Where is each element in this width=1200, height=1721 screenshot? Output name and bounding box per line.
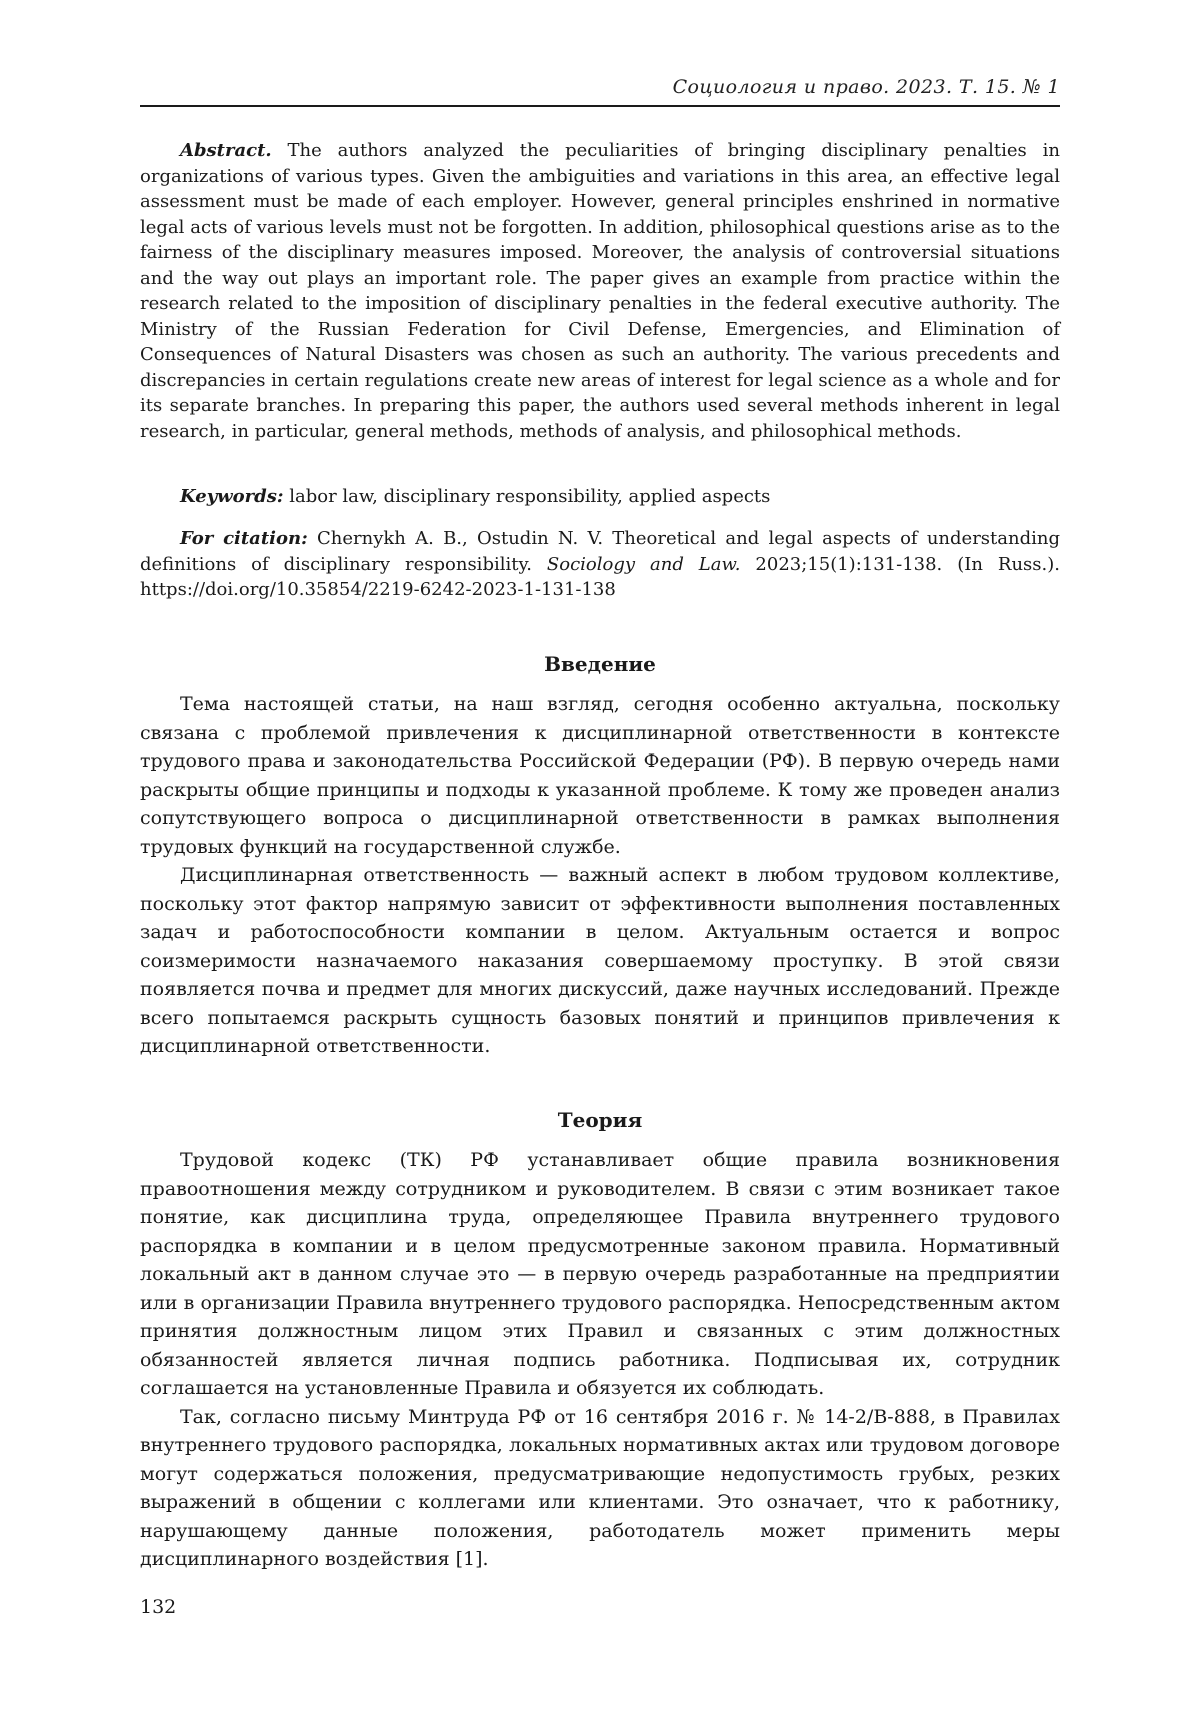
abstract xyxy=(140,138,1060,444)
abstract-label: Abstract. xyxy=(180,140,272,161)
citation-authors-title: Chernykh A. B., Ostudin N. V. Theoretical and legal aspects of understanding definitions of disciplinary responsibility. xyxy=(140,528,1060,575)
page-number: 132 xyxy=(140,1596,177,1618)
citation-details: 2023;15(1):131-138. (In Russ.). https://doi.org/10.35854/2219-6242-2023-1-131-138 xyxy=(140,553,1060,600)
citation-label: For citation: xyxy=(180,528,308,549)
paragraph: Тема настоящей статьи, на наш взгляд, сегодня особенно актуальна, поскольку связана с проблемой привлечения к дисциплинарной ответственности в контексте трудового права и законодательства Российской Федерации (РФ). В первую очередь нами раскрыты общие принципы и подходы к указанной проблеме. К тому же проведен анализ сопутствующего вопроса о дисциплинарной ответственности в рамках выполнения трудовых функций на государственной службе. xyxy=(140,693,1060,858)
header-rule xyxy=(140,105,1060,107)
paragraph: Дисциплинарная ответственность — важный аспект в любом трудовом коллективе, поскольку этот фактор напрямую зависит от эффективности выполнения поставленных задач и работоспособности компании в целом. Актуальным остается и вопрос соизмеримости назначаемого наказания совершаемому проступку. В этой связи появляется почва и предмет для многих дискуссий, даже научных исследований. Прежде всего попытаемся раскрыть сущность базовых понятий и принципов привлечения к дисциплинарной ответственности. xyxy=(140,864,1060,1057)
abstract-text: The authors analyzed the peculiarities of bringing disciplinary penalties in organizations of various types. Given the ambiguities and variations in this area, an effective legal assessment must be made of each employer. However, general principles enshrined in normative legal acts of various levels must not be forgotten. In addition, philosophical questions arise as to the fairness of the disciplinary measures imposed. Moreover, the analysis of controversial situations and the way out plays an important role. The paper gives an example from practice within the research related to the imposition of disciplinary penalties in the federal executive authority. The Ministry of the Russian Federation for Civil Defense, Emergencies, and Elimination of Consequences of Natural Disasters was chosen as such an authority. The various precedents and discrepancies in certain regulations create new areas of interest for legal science as a whole and for its separate branches. In preparing this paper, the authors used several methods inherent in legal research, in particular, general methods, methods of analysis, and philosophical methods. xyxy=(140,140,1060,442)
keywords-label: Keywords: xyxy=(180,486,284,507)
theory-body xyxy=(140,1146,1060,1574)
section-heading-theory: Теория xyxy=(557,1108,643,1132)
section-heading-introduction: Введение xyxy=(544,652,656,676)
paragraph: Так, согласно письму Минтруда РФ от 16 сентября 2016 г. № 14-2/В-888, в Правилах внутреннего трудового распорядка, локальных нормативных актах или трудовом договоре могут содержаться положения, предусматривающие недопустимость грубых, резких выражений в общении с коллегами или клиентами. Это означает, что к работнику, нарушающему данные положения, работодатель может применить меры дисциплинарного воздействия [1]. xyxy=(140,1405,1060,1570)
introduction-body xyxy=(140,690,1060,1061)
keywords xyxy=(140,484,1060,510)
citation xyxy=(140,526,1060,603)
running-title: Социология и право. 2023. Т. 15. № 1 xyxy=(672,76,1060,98)
paragraph: Трудовой кодекс (ТК) РФ устанавливает общие правила возникновения правоотношения между сотрудником и руководителем. В связи с этим возникает такое понятие, как дисциплина труда, определяющее Правила внутреннего трудового распорядка в компании и в целом предусмотренные законом правила. Нормативный локальный акт в данном случае это — в первую очередь разработанные на предприятии или в организации Правила внутреннего трудового распорядка. Непосредственным актом принятия должностным лицом этих Правил и связанных с этим должностных обязанностей является личная подпись работника. Подписывая их, сотрудник соглашается на установленные Правила и обязуется их соблюдать. xyxy=(140,1149,1060,1399)
keywords-text: labor law, disciplinary responsibility, applied aspects xyxy=(289,486,771,507)
citation-journal: Sociology and Law. xyxy=(546,553,741,575)
